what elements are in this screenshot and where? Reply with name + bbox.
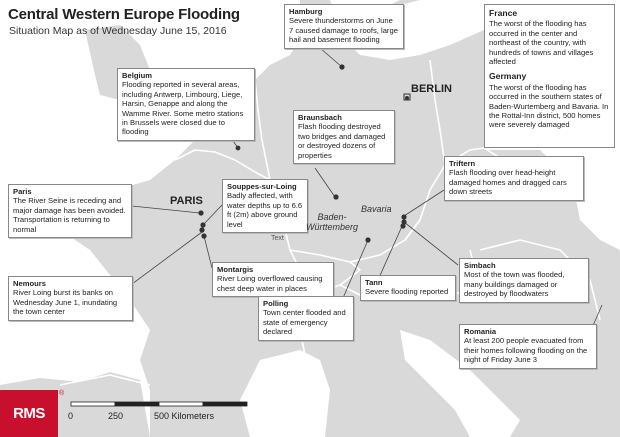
scale-label-250: 250	[108, 411, 124, 421]
callout-title: Simbach	[464, 261, 496, 270]
callout-title: Braunsbach	[298, 113, 342, 122]
dot-tann	[400, 223, 405, 228]
dot-braunsbach	[333, 194, 338, 199]
label-stray-text: Text	[271, 235, 284, 242]
map-title: Central Western Europe Flooding	[8, 6, 240, 23]
callout-title: Souppes-sur-Loing	[227, 182, 297, 191]
callout-polling	[258, 296, 354, 341]
callout-text: Badly affected, with water depths up to 6.6 ft (2m) above ground level	[227, 191, 303, 229]
callout-text: Flash flooding over head-height damaged homes and dragged cars down streets	[449, 168, 567, 197]
callout-hamburg	[284, 4, 404, 49]
callout-nemours	[8, 276, 133, 321]
callout-belgium	[117, 68, 255, 141]
callout-souppes-sur-loing	[222, 179, 308, 233]
callout-simbach	[459, 258, 589, 303]
scale-label-0: 0	[68, 411, 74, 421]
dot-brussels	[236, 146, 241, 151]
callout-title: Tann	[365, 278, 383, 287]
callout-title: Montargis	[217, 265, 254, 274]
label-paris: PARIS	[170, 195, 203, 207]
callout-romania	[459, 324, 597, 369]
callout-title: Polling	[263, 299, 289, 308]
callout-tann	[360, 275, 456, 301]
dot-triftern	[401, 214, 406, 219]
callout-triftern	[444, 156, 584, 201]
dot-paris	[198, 210, 203, 215]
label-baden-wurttemberg: Baden- Württemberg	[306, 212, 359, 232]
callout-text: Flash flooding destroyed two bridges and damaged or destroyed dozens of properties	[298, 122, 386, 160]
callout-text: Severe flooding reported	[365, 287, 449, 297]
scale-bar	[71, 402, 247, 406]
dot-nemours	[199, 227, 204, 232]
callout-title: Nemours	[13, 279, 46, 288]
callout-title: Belgium	[122, 71, 152, 80]
callout-paris	[8, 184, 132, 238]
country-summary-panel	[484, 4, 615, 148]
callout-braunsbach	[293, 110, 395, 164]
dot-polling	[365, 237, 370, 242]
callout-text: River Loing overflowed causing chest deep water in places	[217, 274, 323, 293]
callout-text: Flooding reported in several areas, including Antwerp, Limbourg, Liege, Harsin, Genappe and along the Wamme River. Some metro stations in Brussels were closed due to flooding	[122, 80, 244, 137]
germany-heading: Germany	[489, 71, 527, 82]
rms-logo: RMS	[0, 390, 58, 437]
callout-text: The River Seine is receding and major damage has been avoided. Transportation is returning to normal	[13, 196, 126, 234]
callout-title: Triftern	[449, 159, 476, 168]
dot-berlin	[405, 96, 409, 100]
label-berlin: BERLIN	[411, 83, 452, 95]
france-summary: The worst of the flooding has occurred in the center and northeast of the country, with hundreds of towns and villages affected	[489, 19, 594, 67]
registered-mark: ®	[59, 390, 65, 397]
callout-text: Town center flooded and state of emergency declared	[263, 308, 346, 337]
callout-text: At least 200 people evacuated from their homes following flooding on the night of Friday June 3	[464, 336, 588, 365]
callout-title: Romania	[464, 327, 497, 336]
scale-label-500: 500 Kilometers	[154, 411, 215, 421]
callout-text: Most of the town was flooded, many buildings damaged or destroyed by floodwaters	[464, 270, 565, 299]
dot-souppes	[200, 222, 205, 227]
callout-text: River Loing burst its banks on Wednesday June 1, inundating the town center	[13, 288, 118, 317]
callout-title: Hamburg	[289, 7, 323, 16]
callout-text: Severe thunderstorms on June 7 caused damage to roofs, large hail and basement flooding	[289, 16, 398, 45]
map-subtitle: Situation Map as of Wednesday June 15, 2016	[9, 25, 227, 37]
france-heading: France	[489, 8, 518, 18]
dot-montargis	[201, 233, 206, 238]
dot-hamburg	[339, 64, 344, 69]
callout-title: Paris	[13, 187, 32, 196]
germany-summary: The worst of the flooding has occurred in the southern states of Baden-Wurtemberg and Bavaria. In the Rottal-Inn district, 500 homes were severely damaged	[489, 82, 609, 130]
callout-montargis	[212, 262, 334, 297]
label-bavaria: Bavaria	[361, 204, 392, 214]
